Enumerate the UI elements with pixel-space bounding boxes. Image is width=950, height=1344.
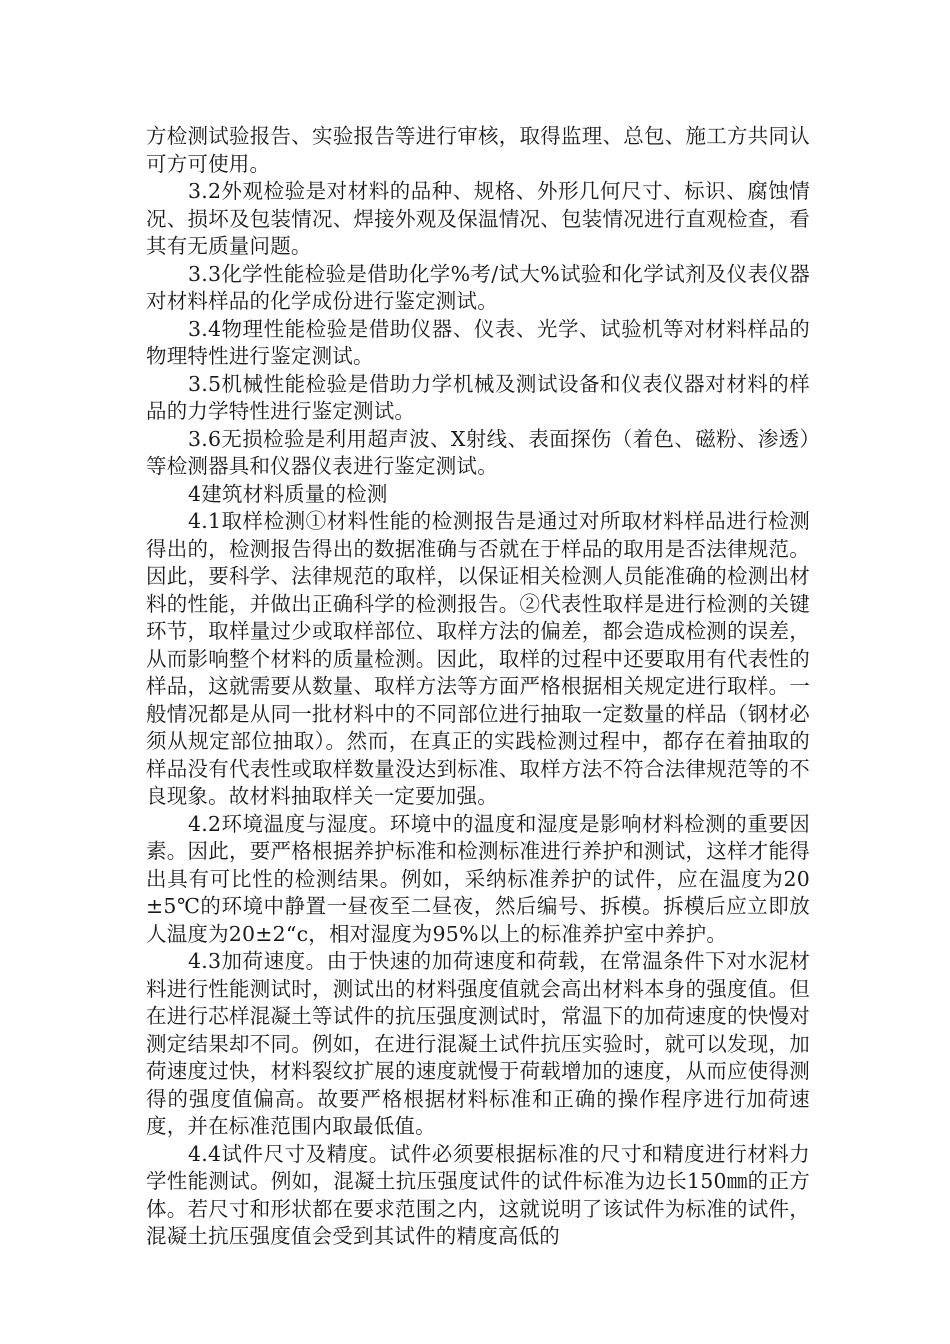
section-heading-4: 4建筑材料质量的检测: [188, 481, 388, 506]
paragraph-3-6-nondestructive-inspection: 3.6无损检验是利用超声波、X射线、表面探伤（着色、磁粉、渗透）等检测器具和仪器仪表进行鉴定测试。: [146, 426, 810, 478]
paragraph-3-2-visual-inspection: 3.2外观检验是对材料的品种、规格、外形几何尺寸、标识、腐蚀情况、损坏及包装情况、焊接外观及保温情况、包装情况进行直观检查，看其有无质量问题。: [146, 179, 810, 258]
paragraph-3-5-mechanical-inspection: 3.5机械性能检验是借助力学机械及测试设备和仪表仪器对材料的样品的力学特性进行鉴定测试。: [146, 371, 810, 423]
paragraph-4-4-specimen-size: 4.4试件尺寸及精度。试件必须要根据标准的尺寸和精度进行材料力学性能测试。例如，混凝土抗压强度试件的试件标准为边长150㎜的正方体。若尺寸和形状都在要求范围之内，这就说明了该试件为标准的试件，混凝土抗压强度值会受到其试件的精度高低的: [146, 1141, 810, 1248]
paragraph-3-3-chemical-inspection: 3.3化学性能检验是借助化学%考/试大%试验和化学试剂及仪表仪器对材料样品的化学成份进行鉴定测试。: [146, 261, 810, 313]
paragraph-continuation: 方检测试验报告、实验报告等进行审核，取得监理、总包、施工方共同认可方可使用。: [146, 124, 810, 176]
paragraph-4-2-temperature-humidity: 4.2环境温度与湿度。环境中的温度和湿度是影响材料检测的重要因素。因此，要严格根据养护标准和检测标准进行养护和测试，这样才能得出具有可比性的检测结果。例如，采纳标准养护的试件，应在温度为20±5℃的环境中静置一昼夜至二昼夜，然后编号、拆模。拆模后应立即放人温度为20±2“c，相对湿度为95%以上的标准养护室中养护。: [146, 811, 810, 946]
paragraph-4-1-sampling: 4.1取样检测①材料性能的检测报告是通过对所取材料样品进行检测得出的，检测报告得出的数据准确与否就在于样品的取用是否法律规范。因此，要科学、法律规范的取样，以保证相关检测人员能准确的检测出材料的性能，并做出正确科学的检测报告。②代表性取样是进行检测的关键环节，取样量过少或取样部位、取样方法的偏差，都会造成检测的误差，从而影响整个材料的质量检测。因此，取样的过程中还要取用有代表性的样品，这就需要从数量、取样方法等方面严格根据相关规定进行取样。一般情况都是从同一批材料中的不同部位进行抽取一定数量的样品（钢材必须从规定部位抽取）。然而，在真正的实践检测过程中，都存在着抽取的样品没有代表性或取样数量没达到标准、取样方法不符合法律规范等的不良现象。故材料抽取样关一定要加强。: [146, 509, 810, 808]
paragraph-4-3-loading-speed: 4.3加荷速度。由于快速的加荷速度和荷载，在常温条件下对水泥材料进行性能测试时，测试出的材料强度值就会高出材料本身的强度值。但在进行芯样混凝土等试件的抗压强度测试时，常温下的加荷速度的快慢对测定结果却不同。例如，在进行混凝土试件抗压实验时，就可以发现，加荷速度过快，材料裂纹扩展的速度就慢于荷载增加的速度，从而应使得测得的强度值偏高。故要严格根据材料标准和正确的操作程序进行加荷速度，并在标准范围内取最低值。: [146, 949, 810, 1138]
paragraph-3-4-physical-inspection: 3.4物理性能检验是借助仪器、仪表、光学、试验机等对材料样品的物理特性进行鉴定测试。: [146, 316, 810, 368]
document-body: [146, 123, 810, 1251]
